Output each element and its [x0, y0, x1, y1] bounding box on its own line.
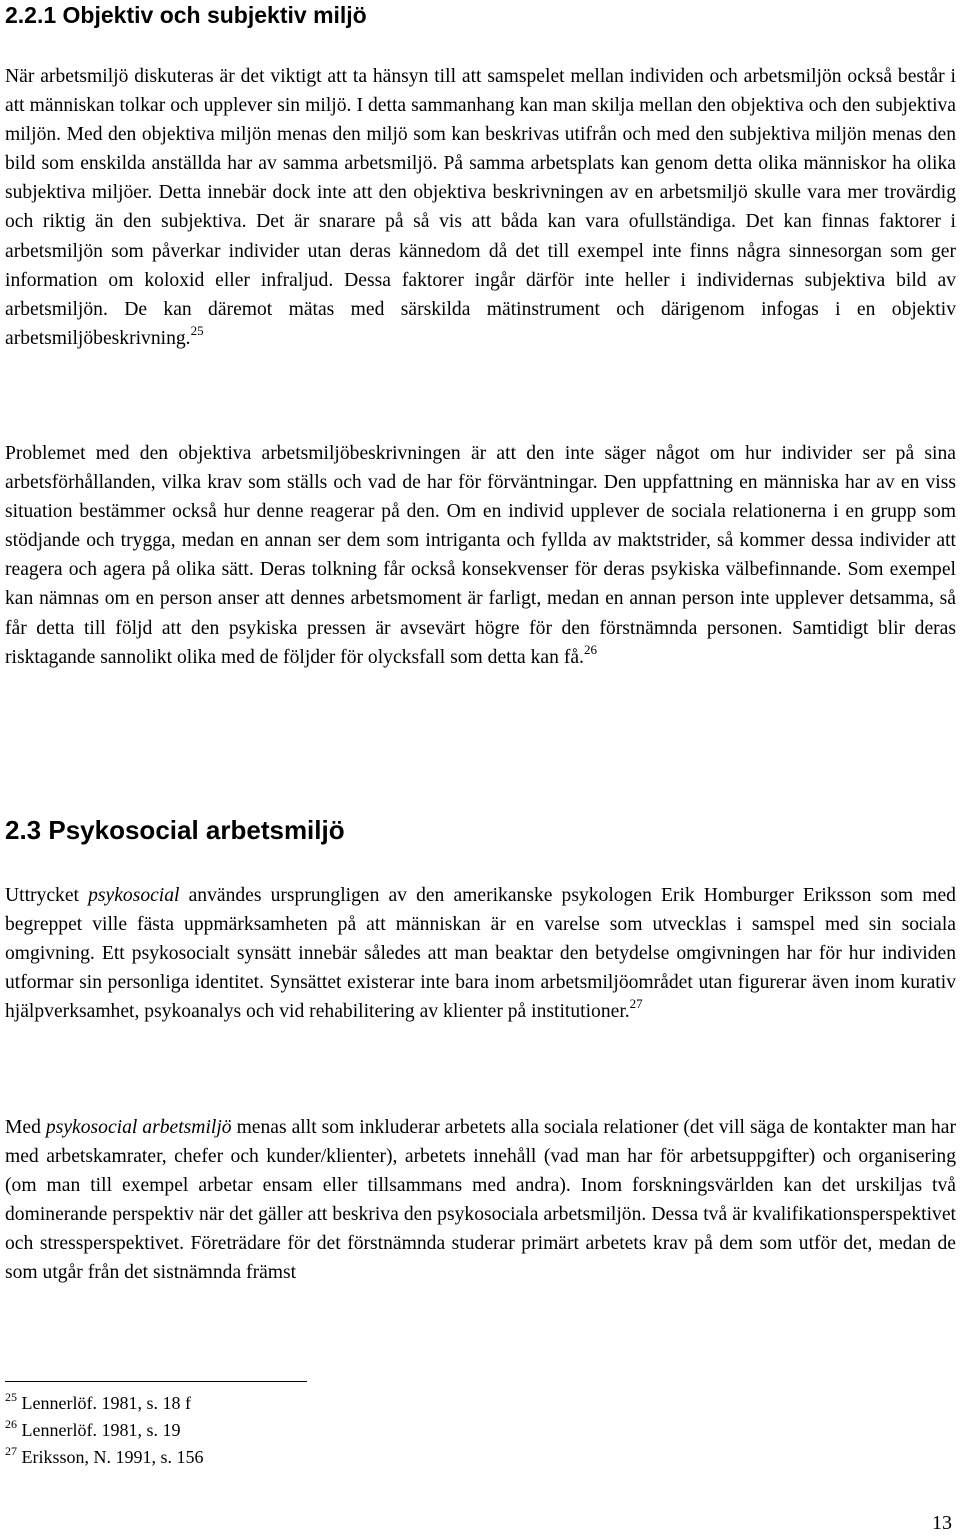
page-number: 13 — [932, 1512, 952, 1534]
footnote-number: 26 — [5, 1417, 17, 1431]
footnote-item — [5, 1444, 204, 1471]
footnote-ref-25[interactable]: 25 — [190, 322, 204, 338]
footnote-number: 27 — [5, 1444, 17, 1458]
paragraph-4 — [5, 1113, 956, 1288]
paragraph-4-text-a: Med — [5, 1117, 46, 1138]
paragraph-2 — [5, 439, 956, 672]
paragraph-3 — [5, 881, 956, 1026]
paragraph-4-emphasis: psykosocial arbetsmiljö — [45, 1117, 232, 1138]
paragraph-1-text: När arbetsmiljö diskuteras är det viktigt att ta hänsyn till att samspelet mellan individen och arbetsmiljön också består i att människan tolkar och upplever sin miljö. I detta sammanhang kan man skilja mellan den objektiva och den subjektiva miljön. Med den objektiva miljön menas den miljö som kan beskrivas utifrån och med den subjektiva miljön menas den bild som enskilda anställda har av samma arbetsmiljö. På samma arbetsplats kan genom detta olika människor ha olika subjektiva miljöer. Detta innebär dock inte att den objektiva beskrivningen av en arbetsmiljö skulle vara mer trovärdig och riktig än den subjektiva. Det är snarare på så vis att båda kan vara ofullständiga. Det kan finnas faktorer i arbetsmiljön som påverkar individer utan deras kännedom då det till exempel inte finns några sinnesorgan som ger information om koloxid eller infraljud. Dessa faktorer ingår därför inte heller i individernas subjektiva bild av arbetsmiljön. De kan däremot mätas med särskilda mätinstrument och därigenom infogas i en objektiv arbetsmiljöbeskrivning. — [5, 66, 956, 349]
section-heading-objektiv-subjektiv-miljo: 2.2.1 Objektiv och subjektiv miljö — [5, 2, 367, 28]
footnote-divider — [5, 1381, 307, 1382]
paragraph-3-text-b: användes ursprungligen av den amerikanske psykologen Erik Homburger Eriksson som med begreppet ville fästa uppmärksamheten på att människan är en varelse som utvecklas i samspel med sin sociala omgivning. Ett psykosocialt synsätt innebär således att man beaktar den betydelse omgivningen har för hur individen utformar sin personliga identitet. Synsättet existerar inte bara inom arbetsmiljöområdet utan figurerar även inom kurativ hjälpverksamhet, psykoanalys och vid rehabilitering av klienter på institutioner. — [5, 885, 956, 1023]
paragraph-3-emphasis: psykosocial — [88, 885, 180, 906]
paragraph-3-text-a: Uttrycket — [5, 885, 89, 906]
footnotes — [5, 1390, 204, 1471]
paragraph-4-text-b: menas allt som inkluderar arbetets alla sociala relationer (det vill säga de kontakter man har med arbetskamrater, chefer och kunder/klienter), arbetets innehåll (vad man har för arbetsuppgifter) och organisering (om man till exempel arbetar ensam eller tillsammans med andra). Inom forskningsvärlden kan det urskiljas två dominerande perspektiv när det gäller att beskriva den psykosociala arbetsmiljön. Dessa två är kvalifikationsperspektivet och stressperspektivet. Företrädare för det förstnämnda studerar primärt arbetets krav på dem som utför det, medan de som utgår från det sistnämnda främst — [5, 1117, 956, 1284]
footnote-ref-27[interactable]: 27 — [629, 996, 643, 1012]
footnote-item — [5, 1417, 204, 1444]
footnote-text: Eriksson, N. 1991, s. 156 — [21, 1447, 204, 1467]
paragraph-1 — [5, 62, 956, 353]
footnote-ref-26[interactable]: 26 — [583, 641, 597, 657]
footnote-item — [5, 1390, 204, 1417]
section-heading-psykosocial-arbetsmiljo: 2.3 Psykosocial arbetsmiljö — [5, 815, 345, 845]
paragraph-2-text: Problemet med den objektiva arbetsmiljöbeskrivningen är att den inte säger något om hur individer ser på sina arbetsförhållanden, vilka krav som ställs och vad de har för förväntningar. Den uppfattning en människa har av en viss situation bestämmer också hur denne reagerar på den. Om en individ upplever de sociala relationerna i en grupp som stödjande och trygga, medan en annan ser dem som intriganta och fyllda av maktstrider, så kommer dessa individer att reagera och agera på olika sätt. Deras tolkning får också konsekvenser för deras psykiska välbefinnande. Som exempel kan nämnas om en person anser att dennes arbetsmoment är farligt, medan en annan person inte upplever detsamma, så får detta till följd att den psykiska pressen är avsevärt högre för den förstnämnda personen. Samtidigt blir deras risktagande sannolikt olika med de följder för olycksfall som detta kan få. — [5, 443, 956, 668]
footnote-text: Lennerlöf. 1981, s. 18 f — [21, 1393, 191, 1413]
footnote-number: 25 — [5, 1390, 17, 1404]
footnote-text: Lennerlöf. 1981, s. 19 — [21, 1420, 181, 1440]
